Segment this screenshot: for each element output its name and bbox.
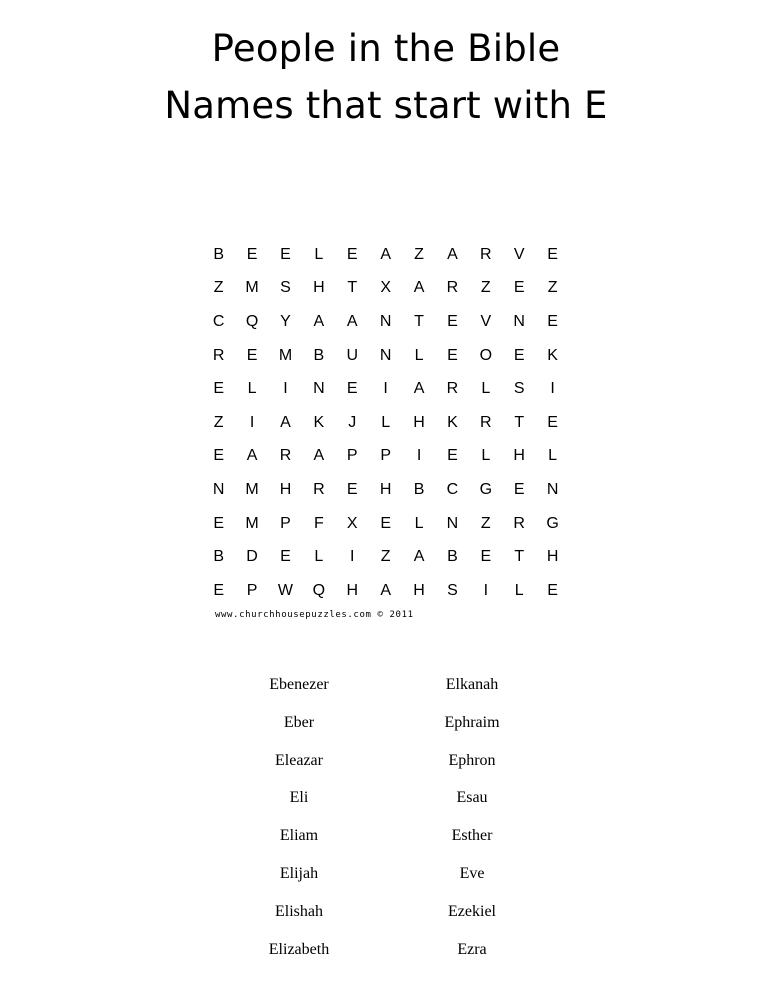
- grid-letter: K: [547, 346, 558, 364]
- grid-letter: E: [447, 312, 458, 330]
- grid-letter: E: [380, 514, 391, 532]
- grid-letter: E: [280, 548, 291, 566]
- grid-letter: P: [346, 447, 358, 465]
- word-list-item: Elizabeth: [268, 940, 330, 958]
- grid-letter: E: [513, 279, 525, 297]
- grid-letter: I: [249, 413, 255, 431]
- grid-letter: H: [379, 480, 392, 498]
- word-column-left: [219, 672, 379, 974]
- grid-letter: B: [213, 548, 225, 566]
- grid-letter: T: [414, 312, 424, 330]
- grid-letter: E: [213, 447, 225, 465]
- grid-letter: H: [313, 279, 325, 297]
- grid-row: [202, 440, 570, 474]
- grid-row: [202, 473, 570, 507]
- grid-row: [202, 574, 570, 608]
- grid-letter: X: [346, 514, 358, 532]
- grid-letter: N: [446, 514, 459, 532]
- word-list-item: Ezra: [457, 940, 487, 958]
- grid-letter: A: [413, 380, 425, 398]
- grid-letter: J: [348, 413, 357, 431]
- grid-letter: O: [479, 346, 493, 364]
- grid-letter: R: [480, 413, 492, 431]
- grid-letter: U: [346, 346, 359, 364]
- grid-row: [202, 372, 570, 406]
- grid-letter: A: [346, 312, 358, 330]
- grid-letter: L: [247, 380, 257, 398]
- grid-letter: G: [479, 480, 493, 498]
- grid-letter: W: [277, 581, 294, 599]
- grid-letter: A: [313, 312, 325, 330]
- grid-letter: E: [547, 312, 558, 330]
- grid-letter: E: [213, 514, 225, 532]
- grid-letter: N: [546, 480, 559, 498]
- grid-letter: E: [447, 346, 458, 364]
- grid-letter: H: [513, 447, 525, 465]
- grid-letter: E: [547, 245, 558, 263]
- title-line-1: People in the Bible: [211, 27, 561, 70]
- grid-letter: A: [246, 447, 258, 465]
- word-list-item: Eliam: [279, 827, 319, 845]
- grid-letter: C: [212, 312, 225, 330]
- credit-text: www.churchhousepuzzles.com © 2011: [215, 610, 414, 620]
- grid-letter: T: [347, 279, 358, 297]
- grid-letter: L: [314, 245, 324, 263]
- grid-letter: I: [283, 380, 288, 398]
- grid-letter: H: [346, 581, 359, 599]
- grid-letter: K: [313, 413, 325, 431]
- word-list-item: Eve: [459, 864, 485, 882]
- grid-letter: N: [313, 380, 325, 398]
- word-list-item: Eli: [289, 789, 309, 807]
- word-list-item: Ephraim: [444, 713, 500, 731]
- grid-letter: L: [481, 380, 491, 398]
- grid-letter: F: [313, 514, 324, 532]
- grid-letter: Y: [280, 312, 291, 330]
- grid-letter: E: [213, 581, 225, 599]
- grid-letter: A: [380, 581, 391, 599]
- grid-letter: E: [346, 380, 358, 398]
- grid-letter: A: [313, 447, 325, 465]
- grid-letter: K: [447, 413, 458, 431]
- grid-letter: N: [379, 312, 392, 330]
- grid-letter: Z: [480, 279, 491, 297]
- grid-letter: B: [213, 245, 225, 263]
- grid-letter: R: [279, 447, 292, 465]
- grid-letter: E: [246, 245, 258, 263]
- grid-letter: L: [414, 514, 424, 532]
- grid-letter: X: [380, 279, 391, 297]
- grid-letter: I: [483, 581, 489, 599]
- grid-letter: H: [546, 548, 559, 566]
- grid-letter: S: [513, 380, 525, 398]
- grid-letter: Z: [213, 279, 224, 297]
- grid-letter: V: [513, 245, 525, 263]
- grid-letter: E: [213, 380, 225, 398]
- grid-letter: A: [447, 245, 458, 263]
- word-search-grid: [202, 238, 570, 608]
- grid-letter: E: [513, 346, 525, 364]
- grid-letter: I: [550, 380, 555, 398]
- grid-letter: E: [513, 480, 525, 498]
- grid-letter: H: [413, 581, 425, 599]
- grid-letter: E: [346, 480, 358, 498]
- grid-letter: B: [447, 548, 458, 566]
- grid-letter: S: [447, 581, 458, 599]
- grid-letter: G: [546, 514, 559, 532]
- grid-letter: Z: [480, 514, 491, 532]
- word-list-item: Ezekiel: [448, 902, 496, 920]
- grid-letter: A: [380, 245, 391, 263]
- grid-letter: A: [413, 548, 425, 566]
- grid-letter: P: [380, 447, 391, 465]
- grid-letter: A: [280, 413, 291, 431]
- grid-letter: N: [212, 480, 225, 498]
- word-list-item: Esau: [456, 789, 488, 807]
- word-list-item: Eleazar: [275, 751, 323, 769]
- grid-letter: M: [278, 346, 293, 364]
- word-list-item: Ephron: [448, 751, 496, 769]
- grid-letter: E: [346, 245, 358, 263]
- grid-letter: E: [547, 413, 558, 431]
- page-title: [0, 20, 772, 134]
- grid-letter: M: [245, 480, 259, 498]
- grid-letter: E: [246, 346, 258, 364]
- grid-letter: I: [350, 548, 355, 566]
- grid-letter: L: [414, 346, 424, 364]
- grid-row: [202, 339, 570, 373]
- grid-letter: D: [246, 548, 258, 566]
- grid-row: [202, 238, 570, 272]
- grid-letter: N: [513, 312, 525, 330]
- grid-letter: S: [280, 279, 291, 297]
- grid-letter: L: [481, 447, 491, 465]
- word-list-item: Elishah: [275, 902, 323, 920]
- word-list-item: Esther: [451, 827, 493, 845]
- word-list-item: Ebenezer: [269, 676, 329, 693]
- grid-letter: L: [314, 548, 324, 566]
- grid-row: [202, 406, 570, 440]
- grid-letter: Z: [547, 279, 558, 297]
- grid-letter: C: [446, 480, 459, 498]
- grid-letter: Z: [380, 548, 391, 566]
- grid-row: [202, 272, 570, 306]
- grid-row: [202, 507, 570, 541]
- grid-letter: T: [514, 548, 525, 566]
- grid-letter: M: [245, 514, 259, 532]
- grid-letter: Z: [213, 413, 224, 431]
- word-list-item: Eber: [283, 713, 315, 731]
- grid-letter: R: [446, 380, 459, 398]
- grid-letter: L: [381, 413, 391, 431]
- word-list-item: Elijah: [279, 864, 319, 882]
- grid-letter: H: [279, 480, 292, 498]
- grid-letter: E: [447, 447, 458, 465]
- grid-letter: P: [280, 514, 291, 532]
- grid-letter: R: [446, 279, 459, 297]
- grid-letter: E: [280, 245, 291, 263]
- grid-letter: Q: [312, 581, 326, 599]
- grid-letter: R: [480, 245, 492, 263]
- grid-letter: B: [413, 480, 425, 498]
- grid-letter: R: [212, 346, 225, 364]
- grid-letter: L: [548, 447, 558, 465]
- grid-letter: E: [480, 548, 492, 566]
- grid-letter: E: [547, 581, 558, 599]
- grid-letter: I: [416, 447, 422, 465]
- grid-letter: A: [413, 279, 425, 297]
- word-column-right: [392, 672, 552, 974]
- grid-letter: M: [245, 279, 259, 297]
- grid-letter: L: [514, 581, 524, 599]
- grid-letter: Q: [245, 312, 259, 330]
- grid-letter: R: [313, 480, 325, 498]
- grid-letter: I: [383, 380, 388, 398]
- grid-row: [202, 540, 570, 574]
- word-list-item: Elkanah: [445, 676, 499, 693]
- grid-letter: H: [413, 413, 425, 431]
- grid-letter: Z: [414, 245, 424, 263]
- grid-letter: V: [480, 312, 492, 330]
- grid-letter: N: [379, 346, 392, 364]
- grid-letter: T: [514, 413, 525, 431]
- grid-letter: B: [313, 346, 325, 364]
- title-line-2: Names that start with E: [164, 84, 608, 127]
- grid-letter: P: [246, 581, 258, 599]
- grid-row: [202, 305, 570, 339]
- grid-letter: R: [513, 514, 525, 532]
